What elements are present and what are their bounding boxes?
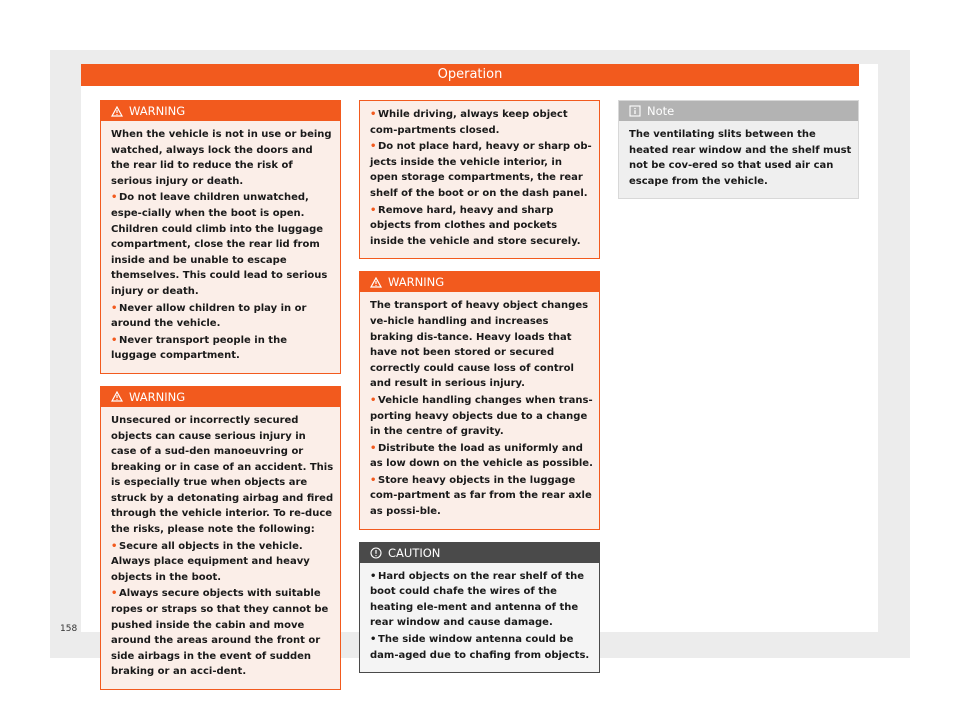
note-box — [618, 100, 859, 199]
note-title: Note — [647, 104, 675, 118]
warning-bullet: • Remove hard, heavy and sharp objects from clothes and pockets inside the vehicle and store securely. — [370, 204, 581, 247]
warning-bullet: • Do not place hard, heavy or sharp ob-jects inside the vehicle interior, in open storage compartments, the rear shelf of the boot or on the dash panel. — [370, 141, 592, 199]
bullet-icon: • — [370, 634, 377, 646]
warning-bullet: • Always secure objects with suitable ropes or straps so that they cannot be pushed inside the cabin and move around the areas around the front or side airbags in the event of sudden braking or an acci-dent. — [111, 588, 329, 678]
bullet-icon: • — [111, 588, 118, 600]
info-icon — [629, 105, 641, 117]
bullet-icon: • — [370, 394, 377, 406]
warning-body — [101, 121, 340, 373]
caution-header — [360, 543, 599, 563]
bullet-icon: • — [111, 192, 118, 204]
bullet-icon: • — [370, 474, 377, 486]
caution-bullet: • The side window antenna could be dam-aged due to chafing from objects. — [370, 634, 590, 661]
column-3 — [618, 100, 859, 211]
warning-body — [360, 292, 599, 528]
warning-intro: The transport of heavy object changes ve-hicle handling and increases braking dis-tance. Heavy loads that have not been stored or secured correctly could cause loss of control and result in serious injury. — [370, 300, 589, 390]
warning-bullet: • Vehicle handling changes when trans-porting heavy objects due to a change in the centre of gravity. — [370, 394, 593, 438]
bullet-icon: • — [111, 540, 118, 552]
bullet-icon: • — [370, 570, 377, 582]
warning-header — [101, 387, 340, 407]
bullet-icon: • — [370, 442, 377, 454]
section-header: Operation — [81, 64, 859, 86]
warning-continuation-box — [359, 100, 600, 259]
warning-bullet: • Never transport people in the luggage compartment. — [111, 334, 287, 362]
warning-header — [101, 101, 340, 121]
warning-bullet: • Do not leave children unwatched, espe-cially when the boot is open. Children could climb into the luggage compartment, close the rear lid from inside and be unable to escape themselves. This could lead to serious injury or death. — [111, 192, 328, 297]
warning-bullet: • Distribute the load as uniformly and as low down on the vehicle as possible. — [370, 442, 593, 470]
warning-bullet: • While driving, always keep object com-partments closed. — [370, 109, 568, 136]
bullet-icon: • — [370, 204, 377, 216]
warning-body — [101, 407, 340, 689]
bullet-icon: • — [370, 109, 377, 120]
caution-title: CAUTION — [388, 545, 441, 560]
caution-box — [359, 542, 600, 674]
warning-triangle-icon — [111, 106, 123, 117]
warning-box — [100, 386, 341, 690]
warning-triangle-icon — [370, 277, 382, 288]
warning-title: WARNING — [388, 275, 445, 290]
warning-triangle-icon — [111, 391, 123, 402]
warning-bullet: • Never allow children to play in or around the vehicle. — [111, 302, 307, 330]
caution-body — [360, 563, 599, 673]
warning-title: WARNING — [129, 389, 186, 404]
warning-intro: Unsecured or incorrectly secured objects can cause serious injury in case of a sud-den manoeuvring or breaking or in case of an accident. This is especially true when objects are struck by a detonating airbag and fired through the vehicle interior. To re-duce the risks, please note the following: — [111, 414, 334, 536]
page-number: 158 — [60, 624, 78, 634]
column-1 — [100, 100, 341, 702]
warning-bullet: • Secure all objects in the vehicle. Always place equipment and heavy objects in the boot. — [111, 540, 310, 583]
bullet-icon: • — [111, 334, 118, 346]
warning-intro: When the vehicle is not in use or being watched, always lock the doors and the rear lid to reduce the risk of serious injury or death. — [111, 129, 332, 187]
warning-bullet: • Store heavy objects in the luggage com-partment as far from the rear axle as possi-ble. — [370, 474, 592, 518]
note-text: The ventilating slits between the heated rear window and the shelf must not be cov-ered so that used air can escape from the vehicle. — [629, 129, 852, 187]
warning-box — [100, 100, 341, 374]
bullet-icon: • — [370, 141, 377, 153]
warning-box — [359, 271, 600, 529]
caution-bullet: • Hard objects on the rear shelf of the boot could chafe the wires of the heating ele-ment and antenna of the rear window and cause damage. — [370, 570, 585, 629]
note-header — [619, 101, 858, 121]
warning-body — [360, 101, 599, 258]
caution-circle-icon — [370, 547, 382, 559]
warning-header — [360, 272, 599, 292]
note-body — [619, 121, 858, 198]
column-2 — [359, 100, 600, 685]
warning-title: WARNING — [129, 104, 186, 118]
bullet-icon: • — [111, 302, 118, 314]
